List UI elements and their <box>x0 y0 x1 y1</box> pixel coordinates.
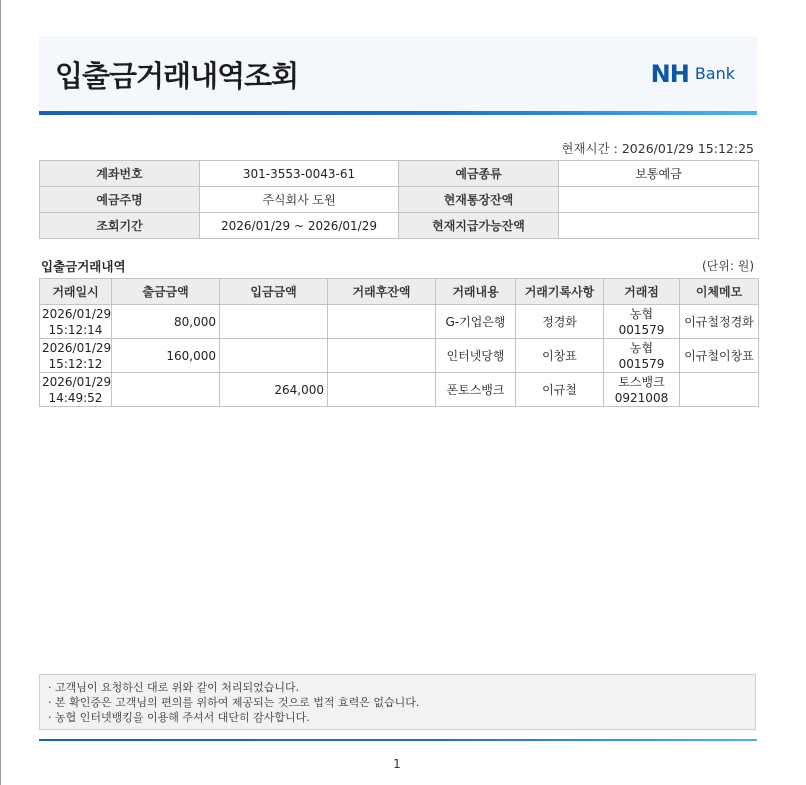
cell-branch-line2: 0921008 <box>614 390 669 405</box>
owner-label: 예금주명 <box>40 187 200 213</box>
cell-deposit <box>220 305 328 339</box>
owner-value: 주식회사 도원 <box>200 187 399 213</box>
note-line: · 농협 인터넷뱅킹을 이용해 주셔서 대단히 감사합니다. <box>48 711 310 724</box>
deposit-type-value: 보통예금 <box>559 161 759 187</box>
cell-branch-line1: 농협 001579 <box>618 306 665 337</box>
period-label: 조회기간 <box>40 213 200 239</box>
cell-description: 폰토스뱅크 <box>436 373 516 407</box>
cell-record: 이창표 <box>516 339 604 373</box>
account-info-table <box>39 160 759 239</box>
current-time: 현재시간 : 2026/01/29 15:12:25 <box>561 141 754 156</box>
cell-description: 인터넷당행 <box>436 339 516 373</box>
page-edge <box>0 0 1 785</box>
table-row <box>40 373 759 407</box>
cell-branch <box>604 339 680 373</box>
footer-divider <box>39 739 757 741</box>
cell-branch-line1: 토스뱅크 <box>618 374 665 389</box>
table-header-row <box>40 279 759 305</box>
balance-label: 현재통장잔액 <box>399 187 559 213</box>
logo-bank-text: Bank <box>694 64 735 83</box>
cell-date: 2026/01/29 <box>42 340 112 355</box>
cell-time: 15:12:12 <box>48 356 103 371</box>
cell-withdrawal: 160,000 <box>112 339 220 373</box>
cell-description: G-기업은행 <box>436 305 516 339</box>
cell-memo: 이규철정경화 <box>680 305 759 339</box>
nh-bank-logo <box>651 62 735 86</box>
balance-value <box>559 187 759 213</box>
col-header-memo: 이체메모 <box>680 279 759 305</box>
transactions-section-title: 입출금거래내역 <box>41 259 126 274</box>
col-header-record: 거래기록사항 <box>516 279 604 305</box>
page-number: 1 <box>393 757 401 771</box>
account-number-label: 계좌번호 <box>40 161 200 187</box>
cell-memo <box>680 373 759 407</box>
account-info-row <box>40 187 759 213</box>
cell-deposit <box>220 339 328 373</box>
cell-date: 2026/01/29 <box>42 374 112 389</box>
cell-branch <box>604 373 680 407</box>
col-header-deposit: 입금금액 <box>220 279 328 305</box>
page-title: 입출금거래내역조회 <box>55 59 299 93</box>
cell-branch <box>604 305 680 339</box>
cell-record: 정경화 <box>516 305 604 339</box>
cell-balance-after <box>328 339 436 373</box>
col-header-balance-after: 거래후잔액 <box>328 279 436 305</box>
cell-deposit: 264,000 <box>220 373 328 407</box>
table-row <box>40 305 759 339</box>
cell-memo: 이규철이창표 <box>680 339 759 373</box>
cell-date: 2026/01/29 <box>42 306 112 321</box>
cell-time: 14:49:52 <box>48 390 103 405</box>
cell-withdrawal: 80,000 <box>112 305 220 339</box>
cell-datetime <box>40 305 112 339</box>
cell-datetime <box>40 339 112 373</box>
account-info-row <box>40 161 759 187</box>
col-header-withdrawal: 출금금액 <box>112 279 220 305</box>
col-header-description: 거래내용 <box>436 279 516 305</box>
header-divider <box>39 111 757 115</box>
cell-time: 15:12:14 <box>48 322 103 337</box>
cell-withdrawal <box>112 373 220 407</box>
col-header-datetime: 거래일시 <box>40 279 112 305</box>
note-line: · 고객님이 요청하신 대로 위와 같이 처리되었습니다. <box>48 681 300 694</box>
deposit-type-label: 예금종류 <box>399 161 559 187</box>
note-line: · 본 확인증은 고객님의 편의를 위하여 제공되는 것으로 법적 효력은 없습니다. <box>48 696 420 709</box>
document-header <box>39 36 757 111</box>
available-balance-label: 현재지급가능잔액 <box>399 213 559 239</box>
cell-balance-after <box>328 305 436 339</box>
account-info-row <box>40 213 759 239</box>
transactions-table <box>39 278 759 407</box>
available-balance-value <box>559 213 759 239</box>
cell-datetime <box>40 373 112 407</box>
account-number-value: 301-3553-0043-61 <box>200 161 399 187</box>
cell-record: 이규철 <box>516 373 604 407</box>
col-header-branch: 거래점 <box>604 279 680 305</box>
logo-mark: NH <box>650 60 689 88</box>
cell-balance-after <box>328 373 436 407</box>
notes-box <box>39 674 756 730</box>
cell-branch-line1: 농협 001579 <box>618 340 665 371</box>
unit-label: (단위: 원) <box>702 259 754 273</box>
period-value: 2026/01/29 ~ 2026/01/29 <box>200 213 399 239</box>
table-row <box>40 339 759 373</box>
